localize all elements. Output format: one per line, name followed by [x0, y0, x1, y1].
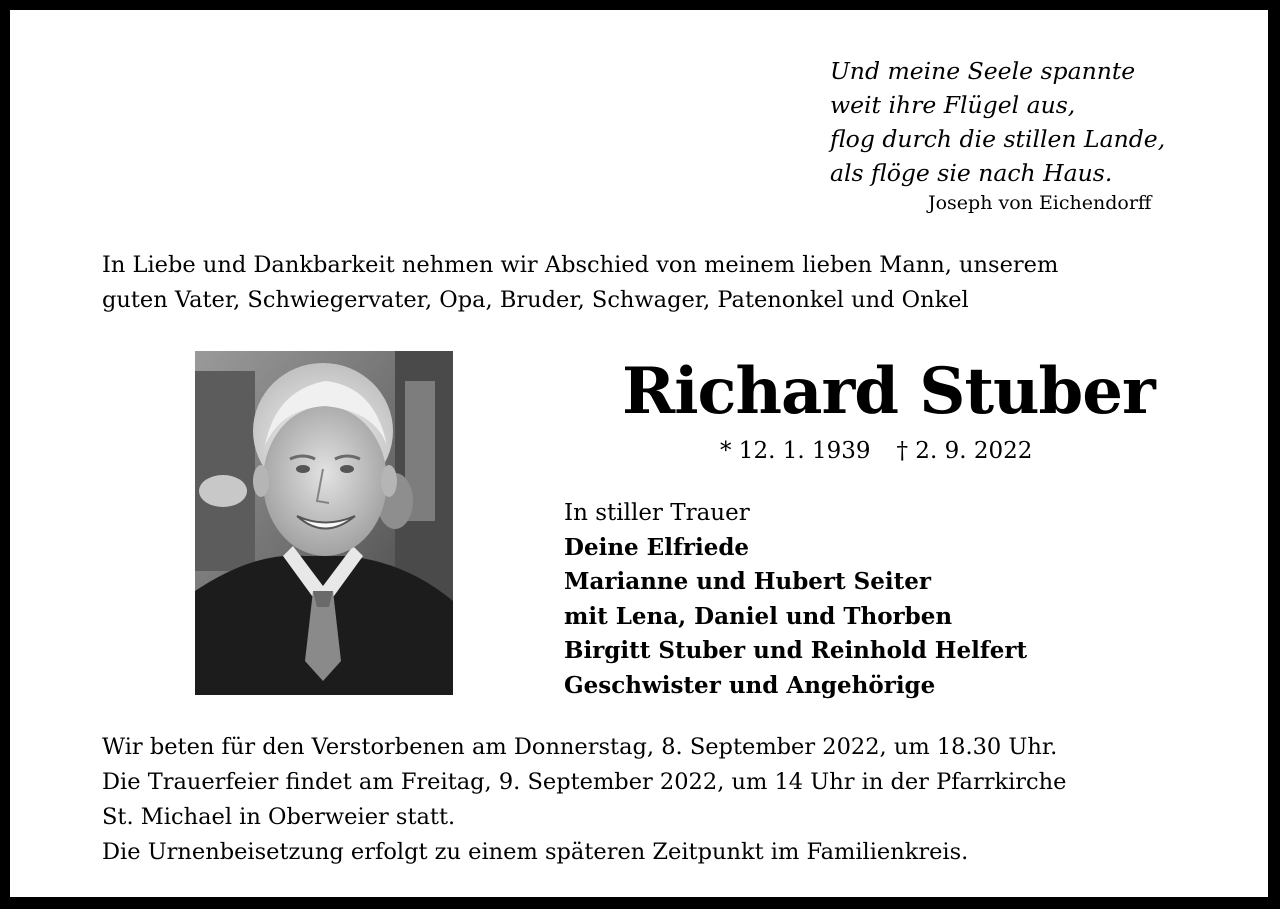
- life-dates: [720, 434, 1032, 468]
- farewell-line: In Liebe und Dankbarkeit nehmen wir Abschied von meinem lieben Mann, unserem: [102, 252, 1059, 278]
- poem-line: weit ihre Flügel aus,: [830, 91, 1076, 119]
- deceased-name: Richard Stuber: [622, 354, 1155, 429]
- mourner-entry: Geschwister und Angehörige: [564, 671, 936, 699]
- poem-line: Und meine Seele spannte: [830, 57, 1136, 85]
- service-info: [102, 730, 1066, 870]
- mourner-entry: Birgitt Stuber und Reinhold Helfert: [564, 637, 1028, 664]
- obituary-notice: [10, 10, 1268, 897]
- portrait-photo: [195, 351, 453, 695]
- service-line: Die Trauerfeier findet am Freitag, 9. September 2022, um 14 Uhr in der Pfarrkirche: [102, 769, 1067, 795]
- mourners-heading: In stiller Trauer: [564, 500, 750, 526]
- mourner-entry: mit Lena, Daniel und Thorben: [564, 602, 953, 630]
- farewell-line: guten Vater, Schwiegervater, Opa, Bruder, Schwager, Patenonkel und Onkel: [102, 287, 969, 313]
- farewell-text: [102, 248, 1058, 318]
- mourners-list: [564, 496, 1027, 703]
- poem-line: als flöge sie nach Haus.: [830, 159, 1113, 187]
- birth-date: * 12. 1. 1939: [720, 438, 871, 464]
- poem-author: Joseph von Eichendorff: [928, 192, 1152, 214]
- service-line: Die Urnenbeisetzung erfolgt zu einem späteren Zeitpunkt im Familienkreis.: [102, 839, 969, 865]
- poem-quote: [830, 54, 1165, 190]
- mourner-entry: Deine Elfriede: [564, 533, 750, 561]
- poem-line: flog durch die stillen Lande,: [830, 125, 1166, 153]
- service-line: St. Michael in Oberweier statt.: [102, 804, 456, 830]
- mourner-entry: Marianne und Hubert Seiter: [564, 568, 932, 595]
- death-date: † 2. 9. 2022: [896, 438, 1033, 464]
- service-line: Wir beten für den Verstorbenen am Donnerstag, 8. September 2022, um 18.30 Uhr.: [102, 734, 1058, 760]
